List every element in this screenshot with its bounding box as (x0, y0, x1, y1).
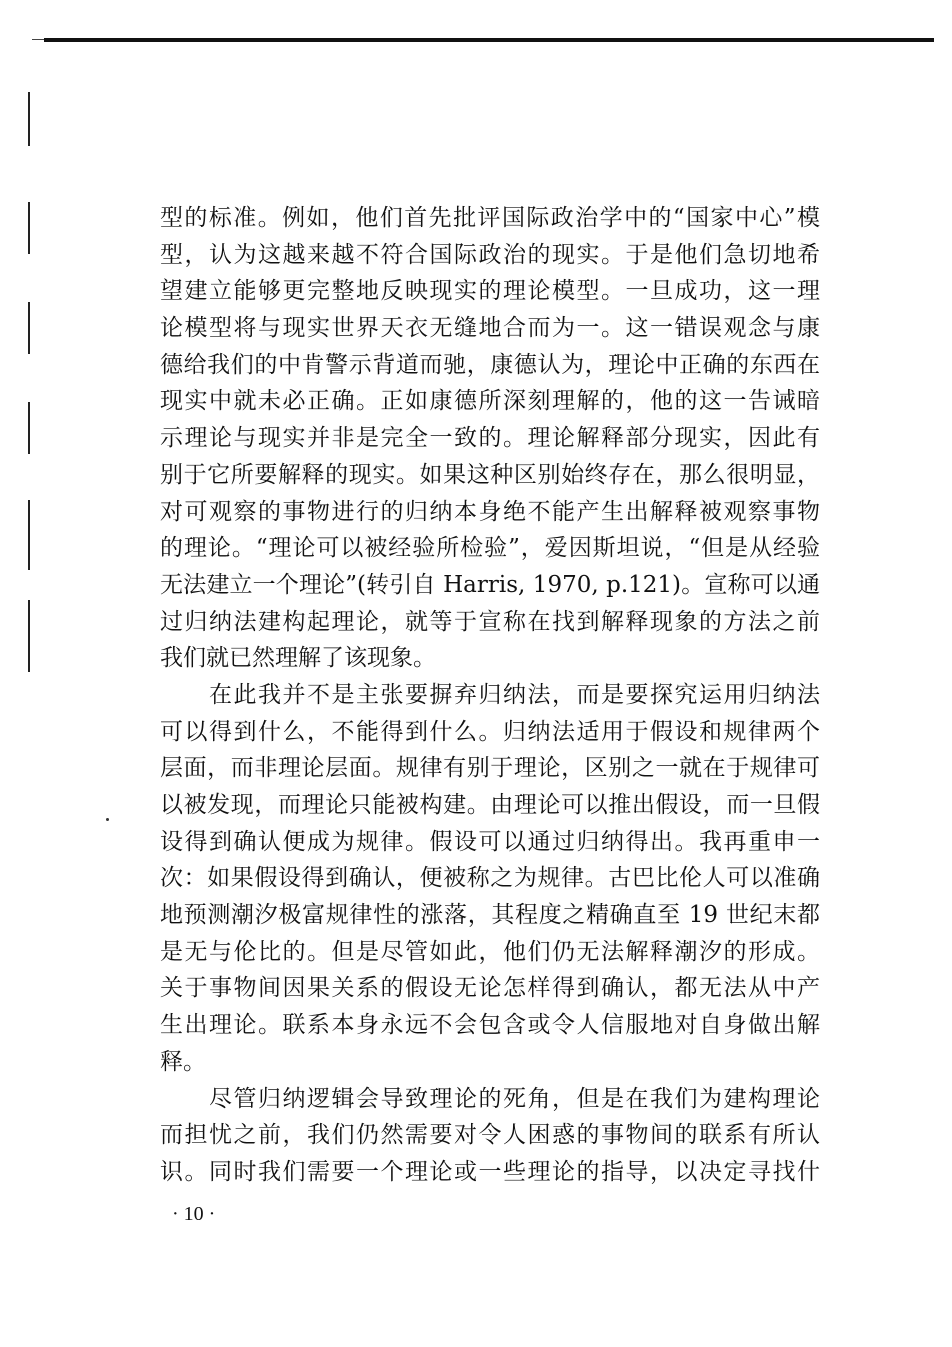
text-line: 设得到确认便成为规律。假设可以通过归纳得出。我再重申一 (160, 828, 820, 855)
text-line: 在此我并不是主张要摒弃归纳法，而是要探究运用归纳法 (160, 681, 820, 708)
text-line: 而担忧之前，我们仍然需要对令人困惑的事物间的联系有所认 (160, 1122, 820, 1149)
text-line: 型的标准。例如，他们首先批评国际政治学中的“国家中心”模 (160, 205, 820, 231)
margin-mark (28, 202, 30, 254)
page-number: · 10 · (172, 1203, 216, 1225)
text-line: 次：如果假设得到确认，便被称之为规律。古巴比伦人可以准确 (160, 865, 820, 892)
text-line: 尽管归纳逻辑会导致理论的死角，但是在我们为建构理论 (160, 1085, 820, 1112)
text-line: 层面，而非理论层面。规律有别于理论，区别之一就在于规律可 (160, 755, 820, 782)
text-line: 的理论。“理论可以被经验所检验”，爱因斯坦说，“但是从经验 (160, 535, 820, 562)
text-line: 德给我们的中肯警示背道而驰，康德认为，理论中正确的东西在 (160, 351, 820, 378)
text-line: 我们就已然理解了该现象。 (160, 645, 436, 672)
margin-mark (28, 500, 30, 570)
paragraph-1 (160, 200, 820, 677)
text-line: 别于它所要解释的现实。如果这种区别始终存在，那么很明显， (160, 461, 820, 488)
text-line: 示理论与现实并非是完全一致的。理论解释部分现实，因此有 (160, 425, 820, 452)
text-line: 生出理论。联系本身永远不会包含或令人信服地对自身做出解 (160, 1012, 820, 1039)
paragraph-2 (160, 677, 820, 1081)
text-line: 是无与伦比的。但是尽管如此，他们仍无法解释潮汐的形成。 (160, 938, 820, 965)
header-rule-tail (32, 39, 44, 40)
text-line: 望建立能够更完整地反映现实的理论模型。一旦成功，这一理 (160, 278, 820, 305)
text-line: 以被发现，而理论只能被构建。由理论可以推出假设，而一旦假 (160, 792, 820, 818)
body-text (160, 200, 820, 1191)
margin-dot (106, 818, 109, 821)
text-line: 型，认为这越来越不符合国际政治的现实。于是他们急切地希 (160, 241, 820, 268)
text-line: 识。同时我们需要一个理论或一些理论的指导，以决定寻找什 (160, 1158, 820, 1185)
text-line: 现实中就未必正确。正如康德所深刻理解的，他的这一告诫暗 (160, 388, 820, 415)
margin-mark (28, 600, 30, 672)
paragraph-3 (160, 1081, 820, 1191)
margin-mark (28, 92, 30, 146)
text-line: 过归纳法建构起理论，就等于宣称在找到解释现象的方法之前 (160, 608, 820, 635)
text-line: 无法建立一个理论”(转引自 Harris, 1970, p.121)。宣称可以通 (160, 571, 820, 598)
header-rule (44, 38, 934, 42)
text-line: 论模型将与现实世界天衣无缝地合而为一。这一错误观念与康 (160, 315, 820, 342)
text-line: 对可观察的事物进行的归纳本身绝不能产生出解释被观察事物 (160, 498, 820, 525)
text-line: 可以得到什么，不能得到什么。归纳法适用于假设和规律两个 (160, 718, 820, 745)
margin-mark (28, 402, 30, 454)
text-line: 关于事物间因果关系的假设无论怎样得到确认，都无法从中产 (160, 975, 820, 1002)
text-line: 地预测潮汐极富规律性的涨落，其程度之精确直至 19 世纪末都 (160, 902, 820, 929)
text-line: 释。 (160, 1048, 206, 1075)
margin-mark (28, 302, 30, 354)
